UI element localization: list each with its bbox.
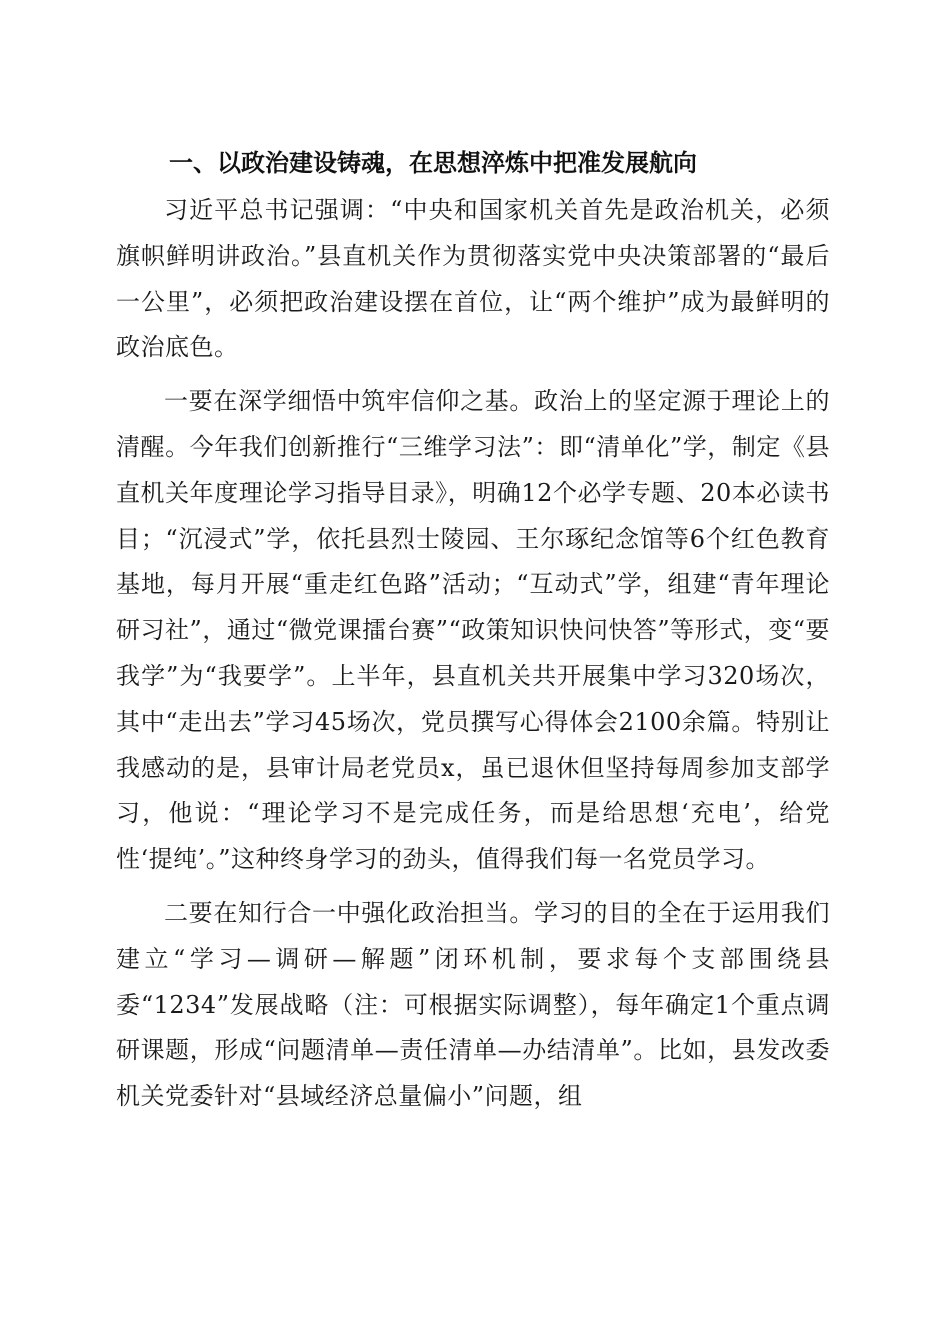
paragraph-spacer [116,883,830,891]
section-heading: 一、以政治建设铸魂，在思想淬炼中把准发展航向 [169,149,697,177]
paragraph-spacer [116,371,830,379]
paragraph-point-two: 二要在知行合一中强化政治担当。学习的目的全在于运用我们建立“学习—调研—解题”闭环机制，要求每个支部围绕县委“1234”发展战略（注：可根据实际调整），每年确定1个重点调研课题，形成“问题清单—责任清单—办结清单”。比如，县发改委机关党委针对“县域经济总量偏小”问题，组 [116,898,830,1111]
document-body [116,138,830,1120]
paragraph-intro: 习近平总书记强调：“中央和国家机关首先是政治机关，必须旗帜鲜明讲政治。”县直机关作为贯彻落实党中央决策部署的“最后一公里”，必须把政治建设摆在首位，让“两个维护”成为最鲜明的政治底色。 [116,196,830,362]
paragraph-point-one: 一要在深学细悟中筑牢信仰之基。政治上的坚定源于理论上的清醒。今年我们创新推行“三维学习法”：即“清单化”学，制定《县直机关年度理论学习指导目录》，明确12个必学专题、20本必读书目；“沉浸式”学，依托县烈士陵园、王尔琢纪念馆等6个红色教育基地，每月开展“重走红色路”活动；“互动式”学，组建“青年理论研习社”，通过“微党课擂台赛”“政策知识快问快答”等形式，变“要我学”为“我要学”。上半年，县直机关共开展集中学习320场次，其中“走出去”学习45场次，党员撰写心得体会2100余篇。特别让我感动的是，县审计局老党员x，虽已退休但坚持每周参加支部学习，他说：“理论学习不是完成任务，而是给思想‘充电’，给党性‘提纯’。”这种终身学习的劲头，值得我们每一名党员学习。 [116,387,830,874]
